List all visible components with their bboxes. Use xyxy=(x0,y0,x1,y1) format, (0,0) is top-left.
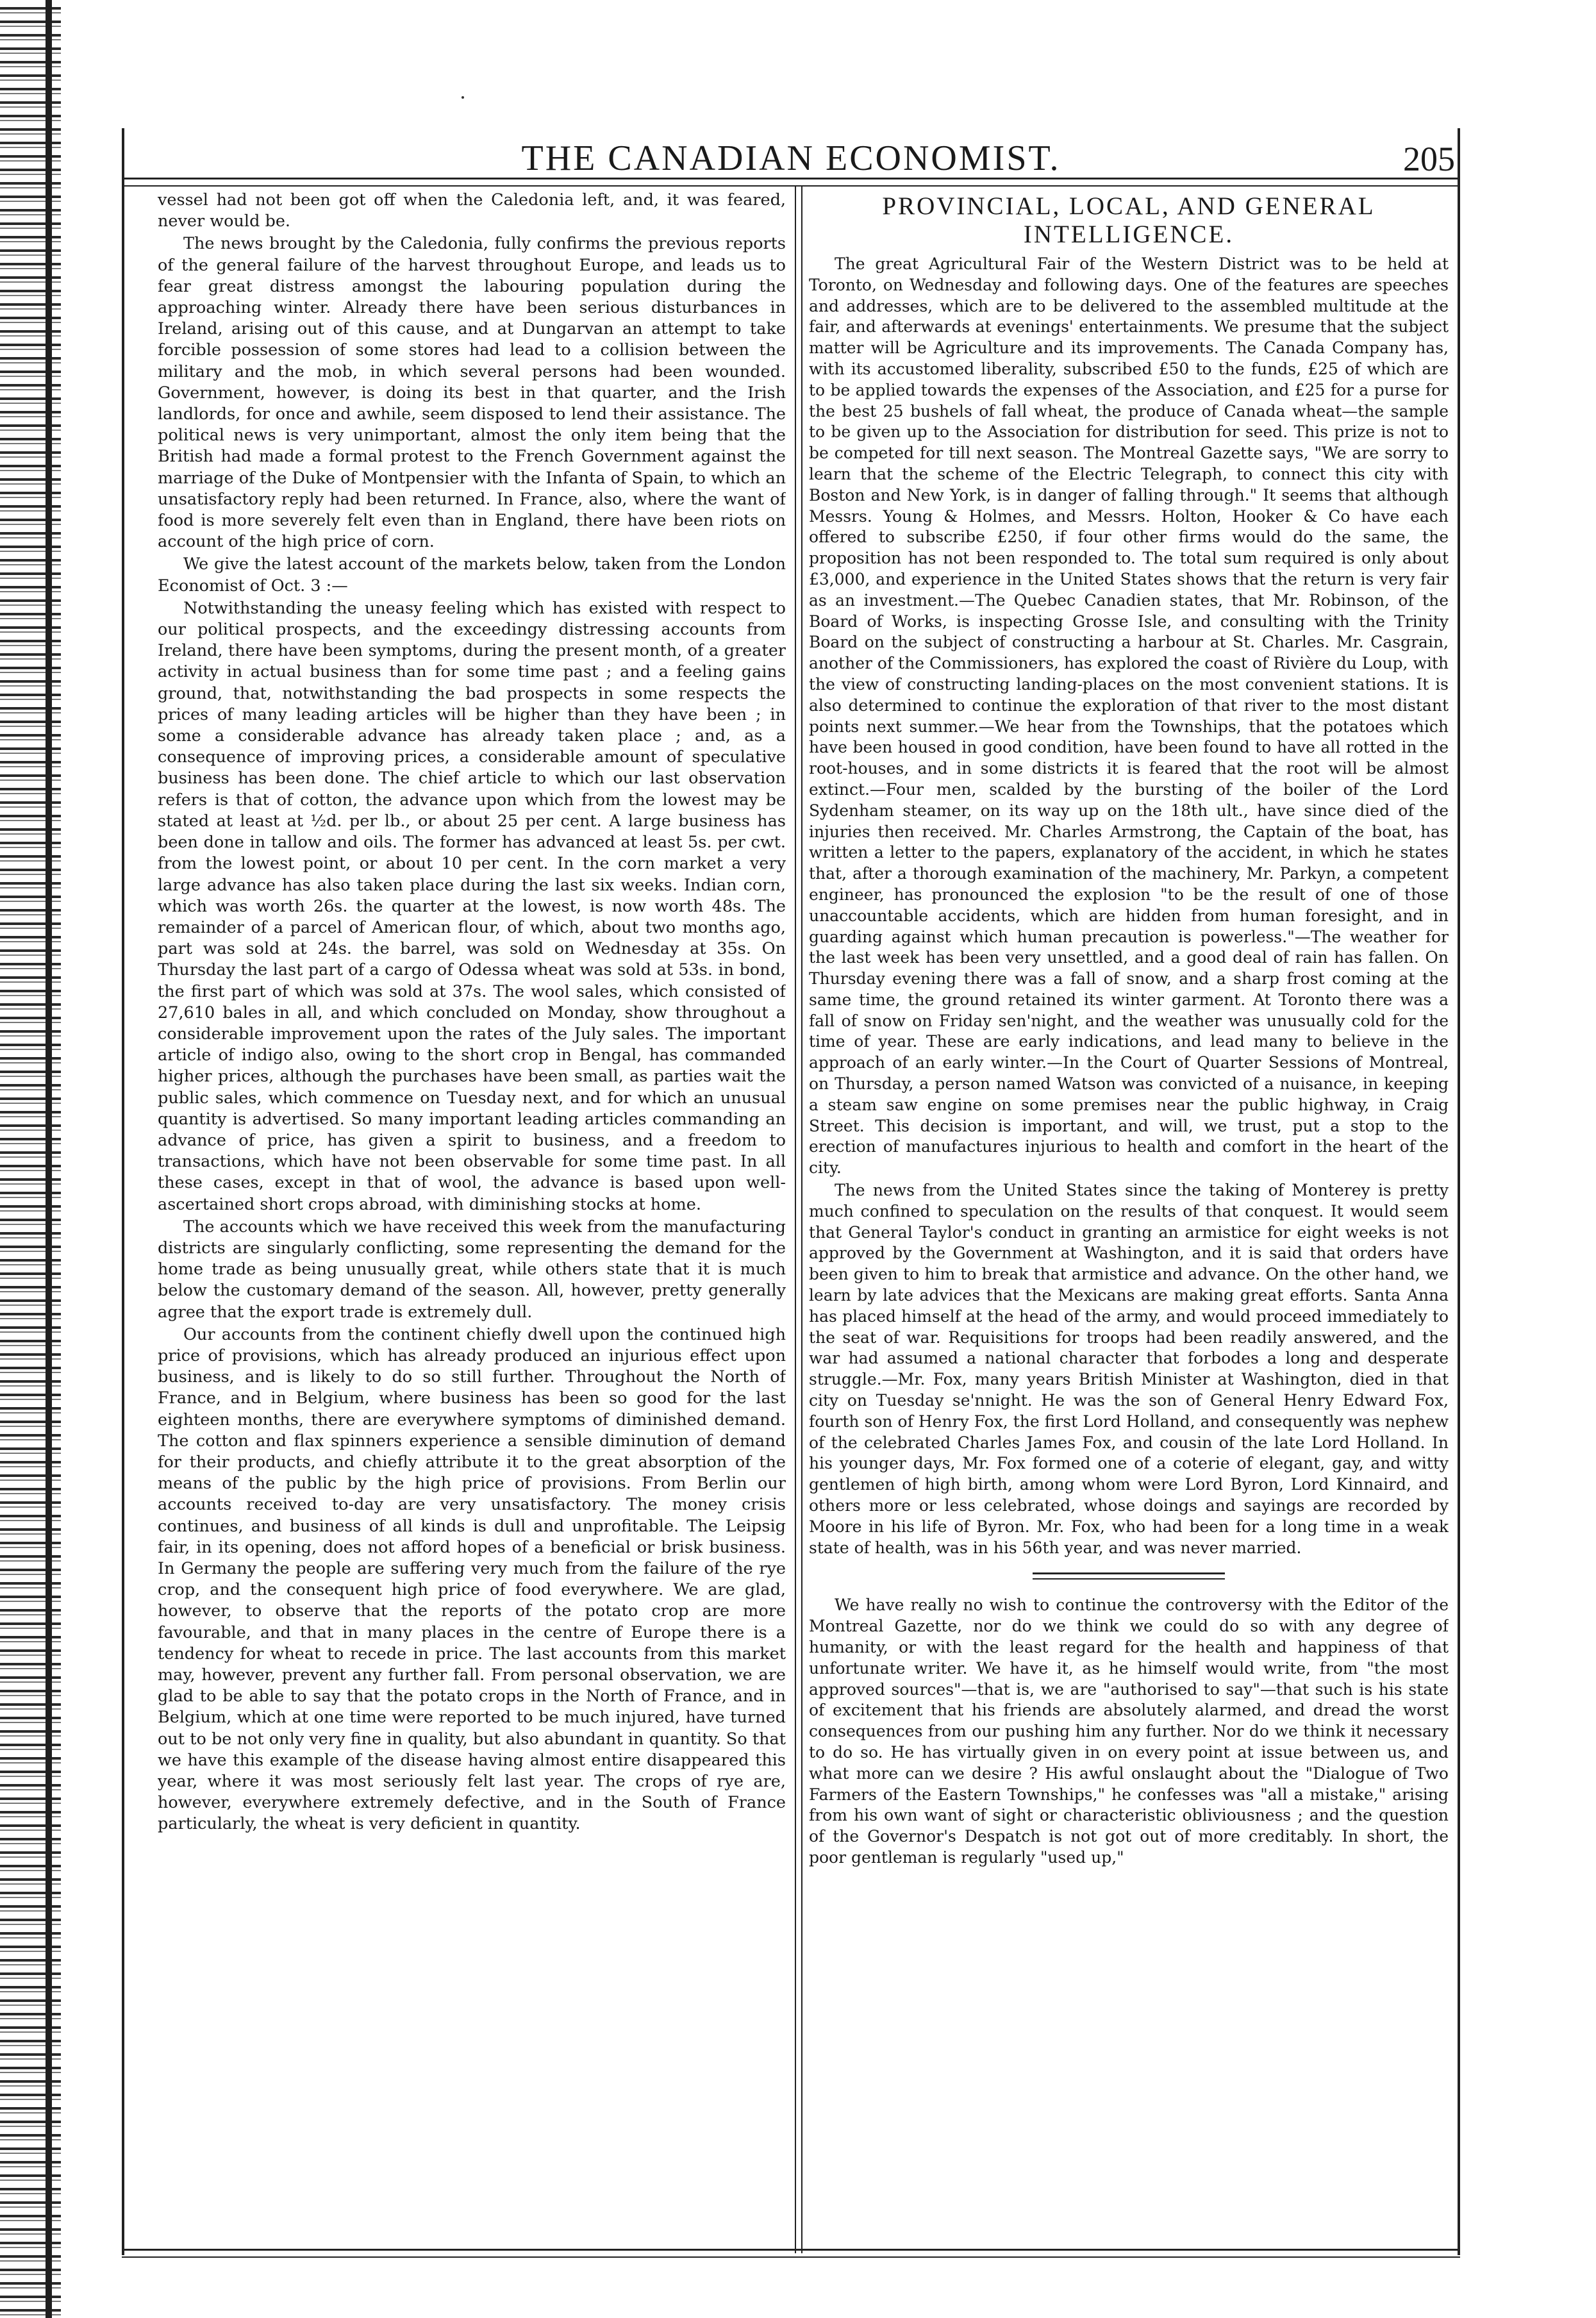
publication-title: THE CANADIAN ECONOMIST. xyxy=(521,138,1061,178)
header-rule xyxy=(122,178,1460,187)
page-number: 205 xyxy=(1403,140,1455,178)
paragraph: The accounts which we have received this week from the manufacturing districts are singularly conflicting, some representing the demand for the home trade as being unusually great, while others state that it is much below the customary demand of the season. All, however, pretty generally agree that the export trade is extremely dull. xyxy=(158,1217,786,1322)
paragraph: We have really no wish to continue the controversy with the Editor of the Montreal Gazette, nor do we think we could do so with any degree of humanity, or with the least regard for the health and happiness of that unfortunate writer. We have it, as he himself would write, from "the most approved sources"—that is, we are "authorised to say"—that such is his state of excitement that his friends are absolutely alarmed, and dread the worst consequences from our pushing him any further. Nor do we think it necessary to do so. He has virtually given in on every point at issue between us, and what more can we desire ? His awful onslaught about the "Dialogue of Two Farmers of the Eastern Townships," he confesses was "all a mistake," arising from his own want of sight or characteristic obliviousness ; and the question of the Governor's Despatch is not got out of more creditably. In short, the poor gentleman is regularly "used up," xyxy=(809,1596,1449,1867)
left-column xyxy=(158,190,786,2244)
binding-edge xyxy=(0,0,61,2318)
paragraph: The news brought by the Caledonia, fully confirms the previous reports of the general failure of the harvest throughout Europe, and leads us to fear great distress amongst the labouring population during the approaching winter. Already there have been serious disturbances in Ireland, arising out of this cause, and at Dungarvan an attempt to take forcible possession of some stores had lead to a collision between the military and the mob, in which several persons had been wounded. Government, however, is doing its best in that quarter, and the Irish landlords, for once and awhile, seem disposed to lend their assistance. The political news is very unimportant, almost the only item being that the British had made a formal protest to the French Government against the marriage of the Duke of Montpensier with the Infanta of Spain, to which an unsatisfactory reply had been returned. In France, also, where the want of food is more severely felt even than in England, there have been riots on account of the high price of corn. xyxy=(158,234,786,552)
paragraph: Our accounts from the continent chiefly dwell upon the continued high price of provisions, which has already produced an injurious effect upon business, and is likely to do so still further. Throughout the North of France, and in Belgium, where business has been so good for the last eighteen months, there are everywhere symptoms of diminished demand. The cotton and flax spinners experience a sensible diminution of demand for their products, and chiefly attribute it to the great absorption of the means of the public by the high price of provisions. From Berlin our accounts received to-day are very unsatisfactory. The money crisis continues, and business of all kinds is dull and unprofitable. The Leipsig fair, in its opening, does not afford hopes of a beneficial or brisk business. In Germany the people are suffering very much from the failure of the rye crop, and the consequent high price of food everywhere. We are glad, however, to observe that the reports of the potato crop are more favourable, and that in many places in the centre of Europe there is a tendency for wheat to recede in price. The last accounts from this market may, however, prevent any further fall. From personal observation, we are glad to be able to say that the potato crops in the North of France, and in Belgium, which at one time were reported to be much injured, have turned out to be not only very fine in quality, but also abundant in quantity. So that we have this example of the disease having almost entire disappeared this year, where it was most seriously felt last year. The crops of rye are, however, everywhere extremely defective, and in the South of France particularly, the wheat is very deficient in quantity. xyxy=(158,1324,786,1834)
column-divider xyxy=(795,186,802,2253)
section-rule xyxy=(1033,1572,1225,1580)
page-header xyxy=(122,131,1460,179)
paragraph: The great Agricultural Fair of the Western District was to be held at Toronto, on Wednesday and following days. One of the features are speeches and addresses, which are to be delivered to the assembled multitude at the fair, and afterwards at evenings' entertainments. We presume that the subject matter will be Agriculture and its improvements. The Canada Company has, with its accustomed liberality, subscribed £50 to the funds, £25 of which are to be applied towards the expenses of the Association, and £25 for a purse for the best 25 bushels of fall wheat, the produce of Canada wheat—the sample to be given up to the Association for distribution for seed. This prize is not to be competed for till next season. The Montreal Gazette says, "We are sorry to learn that the scheme of the Electric Telegraph, to connect this city with Boston and New York, is in danger of falling through." It seems that although Messrs. Young & Holmes, and Messrs. Holton, Hooker & Co have each offered to subscribe £250, if four other firms would do the same, the proposition has not been responded to. The total sum required is only about £3,000, and experience in the United States shows that the return is very fair as an investment.—The Quebec Canadien states, that Mr. Robinson, of the Board of Works, is inspecting Grosse Isle, and consulting with the Trinity Board on the subject of constructing a harbour at St. Charles. Mr. Casgrain, another of the Commissioners, has explored the coast of Rivière du Loup, with the view of constructing landing-places on the most convenient stations. It is also determined to continue the exploration of that river to the most distant points next summer.—We hear from the Townships, that the potatoes which have been housed in good condition, have been found to have all rotted in the root-houses, and in some districts it is feared that the root will be almost extinct.—Four men, scalded by the bursting of the boiler of the Lord Sydenham steamer, on its way up on the 18th ult., have since died of the injuries then received. Mr. Charles Armstrong, the Captain of the boat, has written a letter to the papers, explanatory of the accident, in which he states that, after a thorough examination of the machinery, Mr. Parkyn, a competent engineer, has pronounced the explosion "to be the result of one of those unaccountable accidents, which are hidden from human foresight, and in guarding against which human precaution is powerless."—The weather for the last week has been very unsettled, and a good deal of rain has fallen. On Thursday evening there was a fall of snow, and a sharp frost coming at the same time, the ground retained its winter garment. At Toronto there was a fall of snow on Friday sen'night, and the weather was unusually cold for the time of year. These are early indications, and lead many to believe in the approach of an early winter.—In the Court of Quarter Sessions of Montreal, on Thursday, a person named Watson was convicted of a nuisance, in keeping a steam saw engine on some premises near the public highway, in Craig Street. This decision is important, and will, we trust, put a stop to the erection of manufactures injurious to health and comfort in the heart of the city. xyxy=(809,254,1449,1178)
paragraph: We give the latest account of the markets below, taken from the London Economist of Oct. 3 :— xyxy=(158,554,786,596)
paragraph: The news from the United States since the taking of Monterey is pretty much confined to speculation on the results of that conquest. It would seem that General Taylor's conduct in granting an armistice for eight weeks is not approved by the Government at Washington, and it is said that orders have been given to him to break that armistice and advance. On the other hand, we learn by late advices that the Mexicans are making great efforts. Santa Anna has placed himself at the head of the army, and would proceed immediately to the seat of war. Requisitions for troops had been readily answered, and the war had assumed a national character that forbodes a long and desperate struggle.—Mr. Fox, many years British Minister at Washington, died in that city on Tuesday se'nnight. He was the son of General Henry Edward Fox, fourth son of Henry Fox, the first Lord Holland, and consequently was nephew of the celebrated Charles James Fox, and cousin of the late Lord Holland. In his younger days, Mr. Fox formed one of a coterie of elegant, gay, and witty gentlemen of high birth, among whom were Lord Byron, Lord Kinnaird, and others more or less celebrated, whose doings and sayings are recorded by Moore in his life of Byron. Mr. Fox, who had been for a long time in a weak state of health, was in his 56th year, and was never married. xyxy=(809,1181,1449,1557)
ink-speck xyxy=(461,96,464,99)
footer-rule xyxy=(122,2249,1460,2258)
section-heading: PROVINCIAL, LOCAL, AND GENERAL INTELLIGENCE. xyxy=(882,192,1376,248)
right-column xyxy=(809,190,1449,2244)
paragraph: vessel had not been got off when the Caledonia left, and, it was feared, never would be. xyxy=(158,190,786,231)
paragraph: Notwithstanding the uneasy feeling which has existed with respect to our political prospects, and the exceedingy distressing accounts from Ireland, there have been symptoms, during the present month, of a greater activity in actual business than for some time past ; and a feeling gains ground, that, notwithstanding the bad prospects in some respects the prices of many leading articles will be higher than they have been ; in some a considerable advance has already taken place ; and, as a consequence of improving prices, a considerable amount of speculative business has been done. The chief article to which our last observation refers is that of cotton, the advance upon which from the lowest may be stated at least at ½d. per lb., or about 25 per cent. A large business has been done in tallow and oils. The former has advanced at least 5s. per cwt. from the lowest point, or about 10 per cent. In the corn market a very large advance has also taken place during the last six weeks. Indian corn, which was worth 26s. the quarter at the lowest, is now worth 48s. The remainder of a parcel of American flour, of which, about two months ago, part was sold at 24s. the barrel, was sold on Wednesday at 35s. On Thursday the last part of a cargo of Odessa wheat was sold at 53s. in bond, the first part of which was sold at 37s. The wool sales, which consisted of 27,610 bales in all, and which concluded on Monday, show throughout a considerable improvement upon the rates of the July sales. The important article of indigo also, owing to the short crop in Bengal, has commanded higher prices, although the purchases have been small, as parties wait the public sales, which commence on Tuesday next, and for which an unusual quantity is advertised. So many important leading articles commanding an advance of price, has given a spirit to business, and a freedom to transactions, which have not been observable for some time past. In all these cases, except in that of wool, the advance is based upon well-ascertained short crops abroad, with diminishing stocks at home. xyxy=(158,598,786,1214)
